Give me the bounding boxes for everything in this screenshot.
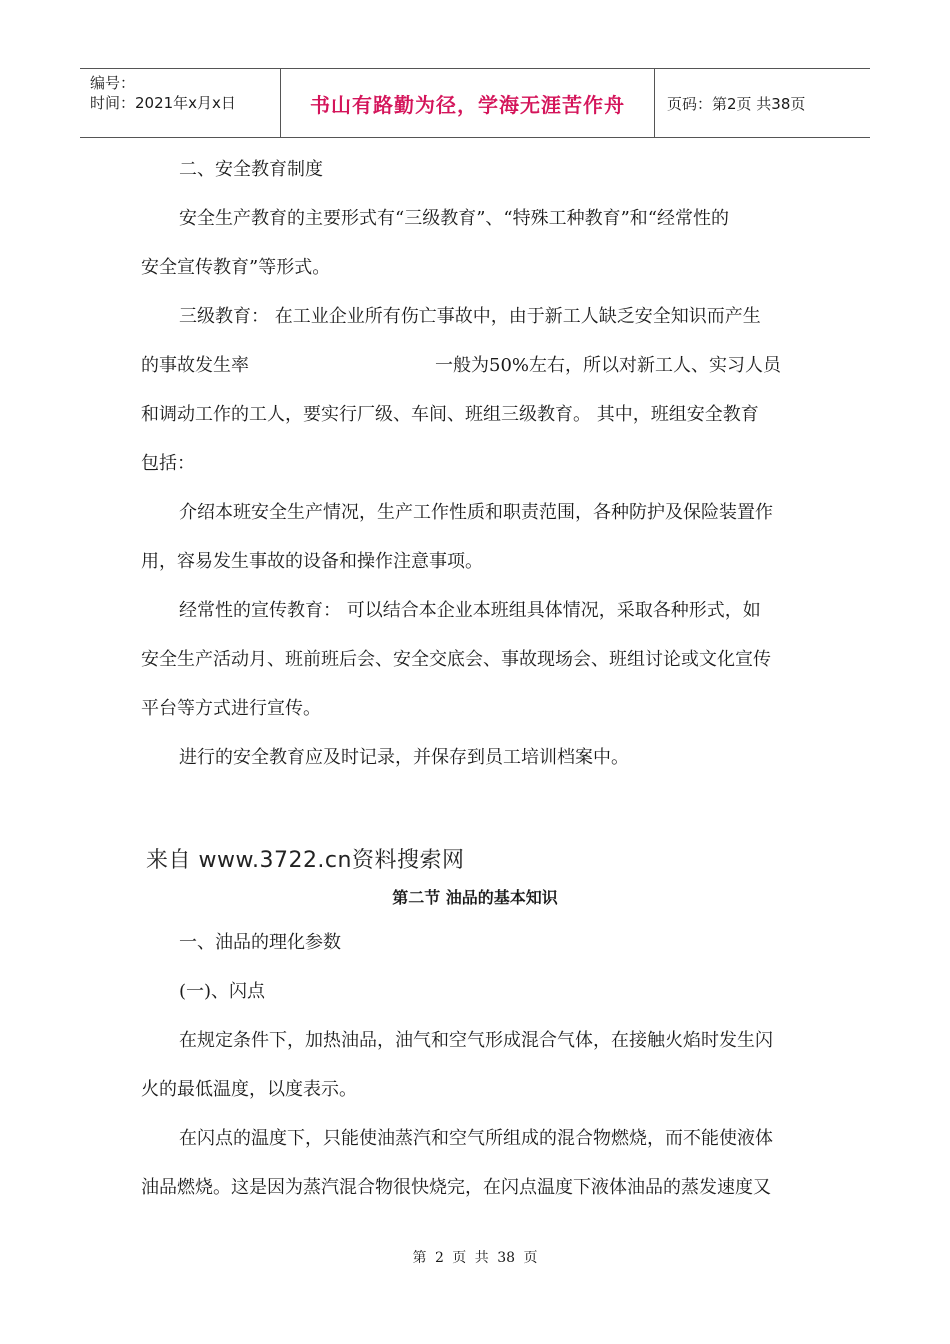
paragraph-line: 和调动工作的工人，要实行厂级、车间、班组三级教育。 其中，班组安全教育 [141,404,759,425]
section-heading: 二、安全教育制度 [179,159,323,180]
header-motto: 书山有路勤为径，学海无涯苦作舟 [310,92,625,117]
sub-heading: (一)、闪点 [179,981,266,1002]
paragraph-line: 三级教育： 在工业企业所有伤亡事故中，由于新工人缺乏安全知识而产生 [179,306,761,327]
header-motto-cell [281,69,655,137]
paragraph-line: 平台等方式进行宣传。 [141,698,321,719]
paragraph-line: 用，容易发生事故的设备和操作注意事项。 [141,551,483,572]
watermark-source: 来自 www.3722.cn资料搜索网 [146,848,465,873]
section-heading: 一、油品的理化参数 [179,932,341,953]
paragraph-line: 火的最低温度，以度表示。 [141,1079,357,1100]
section-safety-education [141,145,813,782]
paragraph-line: 安全宣传教育”等形式。 [141,257,331,278]
paragraph-line: 介绍本班安全生产情况，生产工作性质和职责范围，各种防护及保险装置作 [179,502,773,523]
paragraph-line: 油品燃烧。这是因为蒸汽混合物很快烧完，在闪点温度下液体油品的蒸发速度又 [141,1177,771,1198]
header-time-label: 时间：2021年x月x日 [90,94,236,112]
paragraph-line: 包括： [141,453,195,474]
page-header [80,68,870,138]
page-footer: 第 2 页 共 38 页 [412,1250,538,1266]
paragraph-line: 在规定条件下，加热油品，油气和空气形成混合气体，在接触火焰时发生闪 [179,1030,773,1051]
paragraph-line: 进行的安全教育应及时记录，并保存到员工培训档案中。 [179,747,629,768]
header-meta-cell [80,69,281,137]
paragraph-line: 安全生产活动月、班前班后会、安全交底会、事故现场会、班组讨论或文化宣传 [141,649,771,670]
header-page-cell [655,69,870,137]
section-oil-basics [141,918,813,1212]
paragraph-fragment: 一般为50%左右，所以对新工人、实习人员 [435,355,782,376]
paragraph-line: 经常性的宣传教育： 可以结合本企业本班组具体情况，采取各种形式，如 [179,600,761,621]
paragraph-line: 安全生产教育的主要形式有“三级教育”、“特殊工种教育”和“经常性的 [179,208,730,229]
paragraph-line: 在闪点的温度下，只能使油蒸汽和空气所组成的混合物燃烧，而不能使液体 [179,1128,773,1149]
header-page-info: 页码：第2页 共38页 [667,94,806,113]
header-number-label: 编号： [90,74,136,92]
paragraph-fragment: 的事故发生率 [141,355,249,376]
paragraph-line [141,341,813,390]
section-title: 第二节 油品的基本知识 [392,888,558,907]
